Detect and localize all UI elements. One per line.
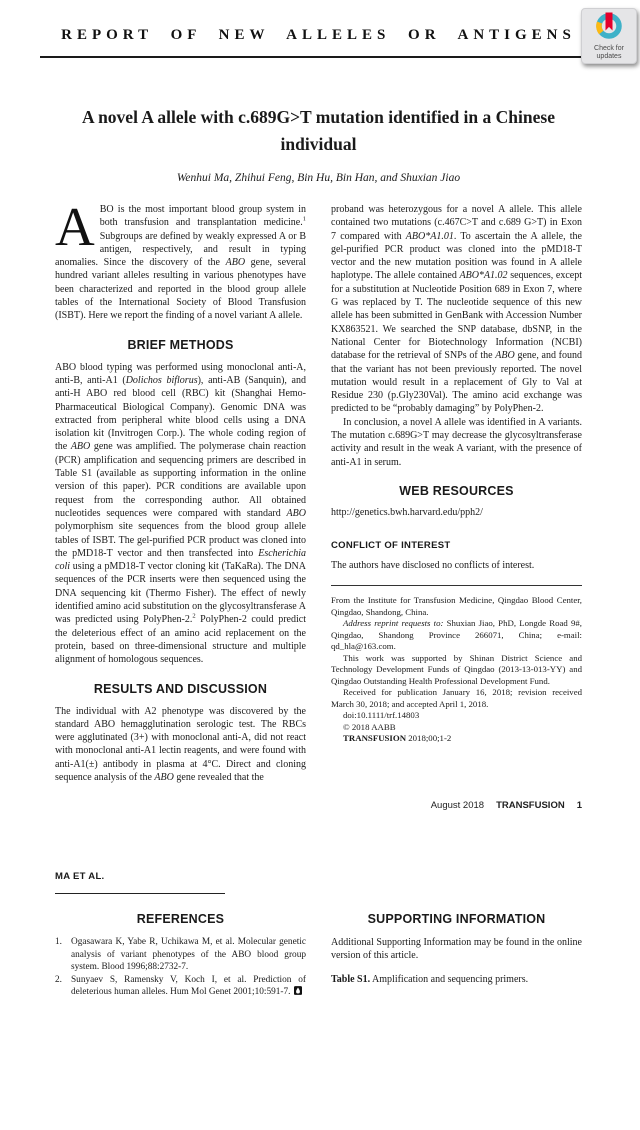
web-resource-url[interactable]: http://genetics.bwh.harvard.edu/pph2/ bbox=[331, 506, 483, 518]
intro-paragraph: ABO is the most important blood group system in both transfusion and transplantation medicine.$^1$ Subgroups are defined by weakly expressed A or B antigen, respectively, and result in typing anomalies. Since the discovery of the ABO gene, several hundred variant alleles resulting in various phenotypes have been characterized and reported in the blood group allele tables of the International Society of Blood Transfusion (ISBT). Here we report the finding of a novel variant A allele. bbox=[55, 196, 306, 322]
footnote-rule bbox=[331, 585, 582, 586]
section-heading-results: RESULTS AND DISCUSSION bbox=[93, 681, 268, 696]
citation-line: TRANSFUSION 2018;00;1-2 bbox=[343, 733, 452, 744]
section-heading-conflict: CONFLICT OF INTEREST bbox=[331, 539, 451, 551]
reference-text: Ogasawara K, Yabe R, Uchikawa M, et al. Molecular genetic analysis of variant phenotypes of the ABO blood group system. Blood 1996;88:2732-7. bbox=[71, 937, 306, 973]
journal-section-banner: REPORT OF NEW ALLELES OR ANTIGENS bbox=[61, 27, 576, 43]
supporting-info-column bbox=[331, 906, 582, 1000]
dropcap-letter: A bbox=[55, 196, 95, 257]
footer-page-number: 1 bbox=[576, 800, 582, 811]
section-heading-brief-methods: BRIEF METHODS bbox=[127, 337, 234, 352]
footer-journal-name: TRANSFUSION bbox=[496, 800, 565, 811]
footer-date: August 2018 bbox=[430, 800, 485, 811]
author-byline: Wenhui Ma, Zhihui Feng, Bin Hu, Bin Han, and Shuxian Jiao bbox=[176, 172, 461, 184]
references-column bbox=[55, 906, 306, 1000]
page2-body bbox=[55, 906, 582, 1000]
supporting-table-caption: Table S1. Amplification and sequencing primers. bbox=[331, 973, 529, 985]
reference-text: Sunyaev S, Ramensky V, Koch I, et al. Prediction of deleterious human alleles. Hum Mol Genet 2001;10:591-7. bbox=[71, 974, 306, 1000]
badge-label: Check for updates bbox=[594, 45, 624, 60]
copyright-line: © 2018 AABB bbox=[343, 721, 396, 732]
reference-number: 2. bbox=[55, 974, 62, 985]
article-body bbox=[55, 196, 582, 784]
page-footer bbox=[431, 800, 582, 811]
check-for-updates-badge[interactable] bbox=[581, 8, 637, 64]
methods-paragraph: ABO blood typing was performed using monoclonal anti-A, anti-B, anti-A1 (Dolichos biflorus), anti-AB (Sanquin), and anti-H ABO red blood cell (RBC) kit (Shanghai Hemo-Pharmaceutical Biological Company). Genomic DNA was extracted from peripheral white blood cells using a DNA isolation kit (Invitrogen Corp.). The whole coding region of the ABO gene was amplified. The polymerase chain reaction (PCR) amplification and sequencing primers are described in Table S1 (available as supporting information in the online version of this paper). PCR conditions are available upon request from the corresponding author. All obtained nucleotides sequences were compared with standard ABO polymorphism site sequences from the blood group allele tables of ISBT. The gel-purified PCR product was cloned into the pMD18-T vector and then transfected into Escherichia coli using a pMD18-T vector cloning kit (TaKaRa). The DNA sequences of the PCR inserts were then sequenced using the DNA sequencing kit (Thermo Fisher). The effect of newly identified amino acid substitution on the glycosyltransferase A was predicted using PolyPhen-2.$^2$ PolyPhen-2 could predict the deleterious effect of an amino acid replacement on the protein, based on three-dimensional structure and multiple alignment of homologous sequences. bbox=[55, 361, 306, 666]
affiliation-note: From the Institute for Transfusion Medicine, Qingdao Blood Center, Qingdao, Shandong, China. bbox=[331, 595, 582, 617]
funding-note: This work was supported by Shinan District Science and Technology Development Funds of Qingdao (2013-13-013-YY) and Qingdao Outstanding Health Professional Development Fund. bbox=[331, 652, 582, 686]
left-column bbox=[55, 196, 306, 784]
right-column bbox=[331, 203, 582, 784]
conflict-text: The authors have disclosed no conflicts of interest. bbox=[331, 559, 535, 571]
running-head: MA ET AL. bbox=[55, 871, 105, 882]
banner-rule bbox=[40, 56, 597, 58]
running-head-rule bbox=[55, 893, 225, 894]
end-of-article-icon bbox=[294, 986, 302, 1000]
supporting-text: Additional Supporting Information may be found in the online version of this article. bbox=[331, 937, 582, 962]
conclusion-paragraph: In conclusion, a novel A allele was identified in A variants. The mutation c.689G>T may decrease the glycosyltransferase activity and result in the weak A variant, with the presence of anti-A1 in serum. bbox=[331, 416, 582, 468]
received-note: Received for publication January 16, 2018; revision received March 30, 2018; and accepted April 1, 2018. bbox=[331, 687, 582, 709]
results-paragraph-2: proband was heterozygous for a novel A allele. This allele contained two mutations (c.467C>T and c.689 G>T) in Exon 7 compared with ABO*A1.01. To ascertain the A allele, the gel-purified PCR product was cloned into the pMD18-T vector and the new mutation position was found in A allele haplotype. The allele contained ABO*A1.02 sequences, except for a substitution at Nucleotide Position 689 in Exon 7, where G was replaced by T. The nucleotide sequence of this new allele has been submitted in GenBank with Accession Number KX863521. We searched the SNP database, dbSNP, in the National Center for Biotechnology Information (NCBI) database for the retrieval of SNPs of the ABO gene, and found that the variant has not been previously reported. The novel mutation would result in a replacement of Gly to Val at Residue 230 (p.Gly230Val). The amino acid exchange was predicted to be “probably damaging” by PolyPhen-2. bbox=[331, 204, 582, 415]
crossmark-icon bbox=[596, 11, 622, 44]
reference-item-1 bbox=[55, 936, 306, 974]
reprint-note: Address reprint requests to: Shuxian Jiao, PhD, Longde Road 9#, Qingdao, Shandong Province 266071, China; e-mail: qd_hla@163.com. bbox=[331, 618, 582, 652]
section-heading-references: REFERENCES bbox=[136, 912, 225, 926]
article-title: A novel A allele with c.689G>T mutation identified in a Chinese individual bbox=[82, 106, 555, 154]
section-heading-web-resources: WEB RESOURCES bbox=[399, 483, 514, 498]
section-heading-supporting: SUPPORTING INFORMATION bbox=[367, 912, 546, 926]
doi-line: doi:10.1111/trf.14803 bbox=[343, 710, 420, 721]
results-paragraph-1: The individual with A2 phenotype was discovered by the standard ABO hemagglutination serologic test. The RBCs were agglutinated (3+) with monoclonal anti-A, did not react with monoclonal anti-A1 lectin reagents, and were found with anti-A1(±) antibody in plasma at 4°C. Direct and cloning sequence analysis of the ABO gene revealed that the bbox=[55, 705, 306, 783]
reference-number: 1. bbox=[55, 937, 62, 947]
reference-item-2 bbox=[55, 974, 306, 1000]
